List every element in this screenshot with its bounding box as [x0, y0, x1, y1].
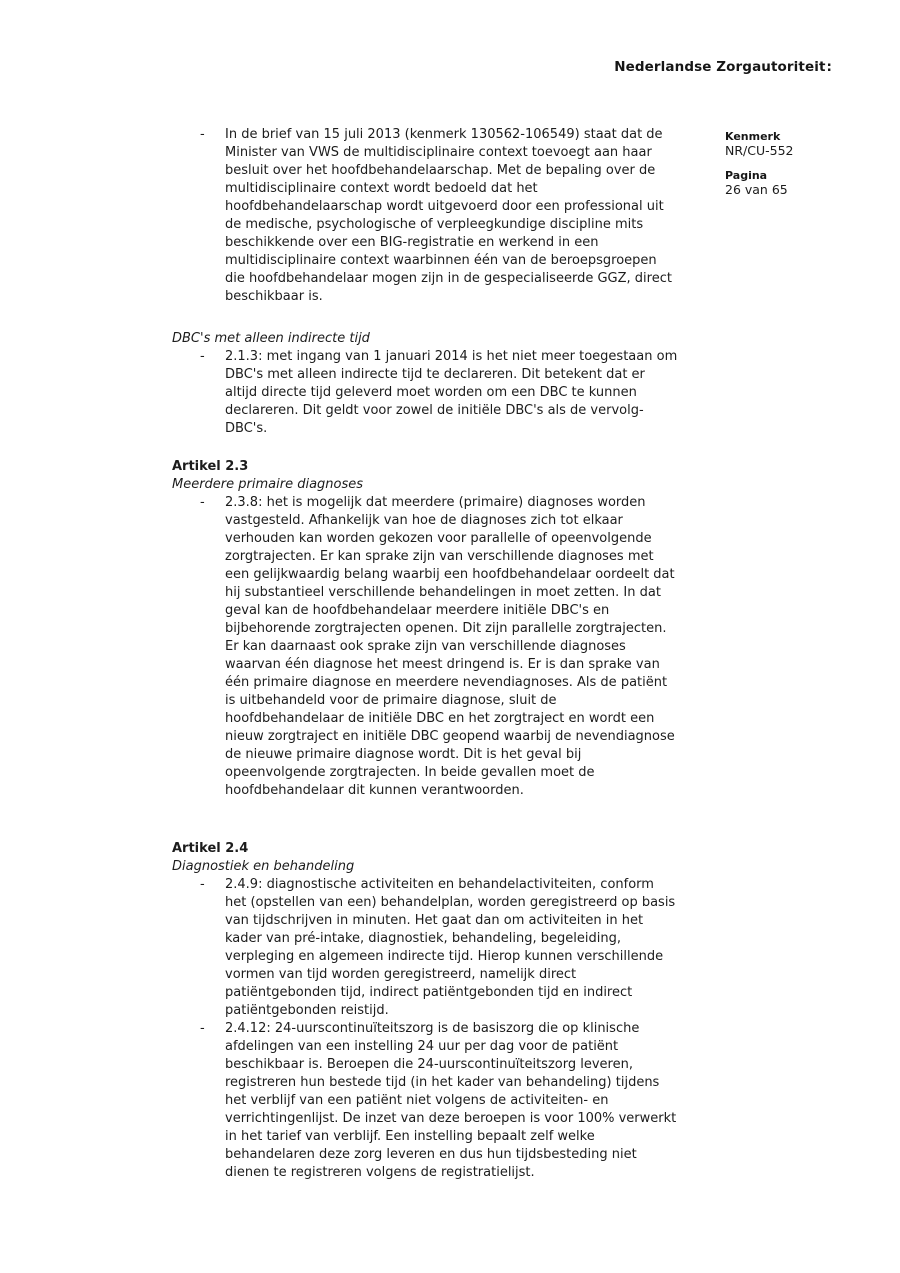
subsection-heading-diagnostiek-behandeling: Diagnostiek en behandeling	[172, 859, 355, 874]
bullet-dash: -	[200, 495, 205, 510]
bullet-dash: -	[200, 1021, 205, 1036]
subsection-heading-meerdere-diagnoses: Meerdere primaire diagnoses	[172, 477, 364, 492]
bullet-item-brief-vws	[172, 126, 679, 306]
logo-text: Nederlandse Zorgautoriteit	[614, 59, 826, 75]
section-heading-artikel-2-3: Artikel 2.3	[172, 459, 249, 474]
bullet-item-2-4-12	[172, 1020, 679, 1182]
bullet-text: 2.4.9: diagnostische activiteiten en behandelactiviteiten, conform het (opstellen van een) behandelplan, worden geregistreerd op basis van tijdschrijven in minuten. Het gaat dan om activiteiten in het kader van pré-intake, diagnostiek, behandeling, begeleiding, verpleging en algemeen indirecte tijd. Hierop kunnen verschillende vormen van tijd worden geregistreerd, namelijk direct patiëntgebonden tijd, indirect patiëntgebonden tijd en indirect patiëntgebonden reistijd.	[225, 877, 676, 1018]
meta-sidebar	[725, 130, 855, 198]
pagina-label: Pagina	[725, 169, 768, 182]
bullet-text: 2.4.12: 24-uurscontinuïteitszorg is de basiszorg die op klinische afdelingen van een instelling 24 uur per dag voor de patiënt beschikbaar is. Beroepen die 24-uurscontinuïteitszorg leveren, registreren hun bestede tijd (in het kader van behandeling) tijdens het verblijf van een patiënt niet volgens de activiteiten- en verrichtingenlijst. De inzet van deze beroepen is voor 100% verwerkt in het tarief van verblijf. Een instelling bepaalt zelf welke behandelaren deze zorg leveren en dus hun tijdsbesteding niet dienen te registreren volgens de registratielijst.	[225, 1021, 677, 1180]
document-body	[172, 126, 679, 1182]
bullet-text: 2.1.3: met ingang van 1 januari 2014 is het niet meer toegestaan om DBC's met alleen indirecte tijd te declareren. Dit betekent dat er altijd directe tijd geleverd moet worden om een DBC te kunnen declareren. Dit geldt voor zowel de initiële DBC's als de vervolg-DBC's.	[225, 349, 678, 436]
kenmerk-label: Kenmerk	[725, 130, 781, 143]
bullet-item-2-4-9	[172, 876, 679, 1020]
nza-logo	[614, 59, 832, 75]
bullet-dash: -	[200, 349, 205, 364]
kenmerk-value: NR/CU-552	[725, 143, 794, 158]
bullet-item-2-1-3	[172, 348, 679, 438]
subsection-heading-dbc-indirecte-tijd: DBC's met alleen indirecte tijd	[172, 331, 370, 346]
logo-mark: :	[826, 59, 832, 75]
bullet-text: In de brief van 15 juli 2013 (kenmerk 130562-106549) staat dat de Minister van VWS de multidisciplinaire context toevoegt aan haar besluit over het hoofdbehandelaarschap. Met de bepaling over de multidisciplinaire context wordt bedoeld dat het hoofdbehandelaarschap wordt uitgevoerd door een professional uit de medische, psychologische of verpleegkundige discipline mits beschikkende over een BIG-registratie en werkend in een multidisciplinaire context waarbinnen één van de beroepsgroepen die hoofdbehandelaar mogen zijn in de gespecialiseerde GGZ, direct beschikbaar is.	[225, 127, 672, 304]
bullet-item-2-3-8	[172, 494, 679, 800]
bullet-dash: -	[200, 127, 205, 142]
bullet-dash: -	[200, 877, 205, 892]
section-heading-artikel-2-4: Artikel 2.4	[172, 841, 249, 856]
bullet-text: 2.3.8: het is mogelijk dat meerdere (primaire) diagnoses worden vastgesteld. Afhankelijk van hoe de diagnoses zich tot elkaar verhouden kan worden gekozen voor parallelle of opeenvolgende zorgtrajecten. Er kan sprake zijn van verschillende diagnoses met een gelijkwaardig belang waarbij een hoofdbehandelaar oordeelt dat hij substantieel verschillende behandelingen in moet zetten. In dat geval kan de hoofdbehandelaar meerdere initiële DBC's en bijbehorende zorgtrajecten openen. Dit zijn parallelle zorgtrajecten. Er kan daarnaast ook sprake zijn van verschillende diagnoses waarvan één diagnose het meest dringend is. Er is dan sprake van één primaire diagnose en meerdere nevendiagnoses. Als de patiënt is uitbehandeld voor de primaire diagnose, sluit de hoofdbehandelaar de initiële DBC en het zorgtraject en wordt een nieuw zorgtraject en initiële DBC geopend waarbij de nevendiagnose de nieuwe primaire diagnose wordt. Dit is het geval bij opeenvolgende zorgtrajecten. In beide gevallen moet de hoofdbehandelaar dit kunnen verantwoorden.	[225, 495, 675, 798]
pagina-value: 26 van 65	[725, 182, 788, 197]
